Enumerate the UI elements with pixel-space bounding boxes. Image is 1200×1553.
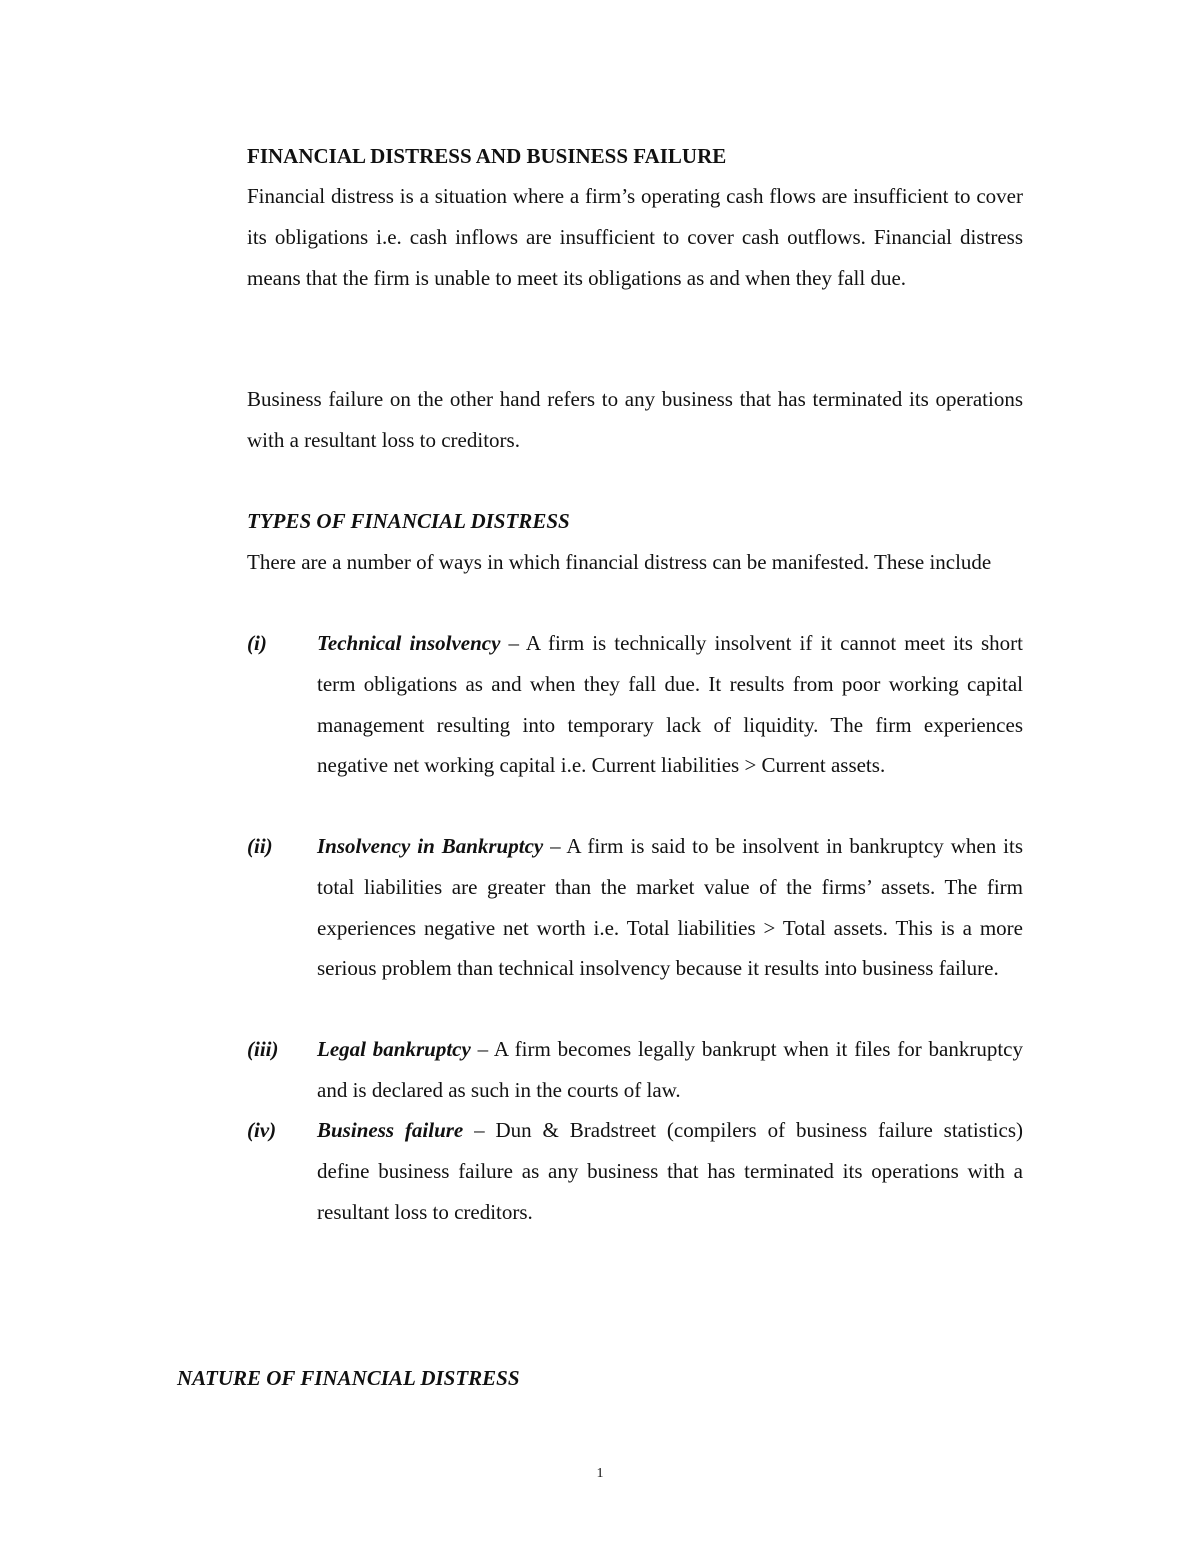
types-intro: There are a number of ways in which financial distress can be manifested. These include — [247, 550, 992, 574]
list-item-body — [317, 1110, 1023, 1232]
list-item-number: (ii) — [247, 834, 273, 858]
types-heading: TYPES OF FINANCIAL DISTRESS — [247, 509, 570, 533]
list-item-body — [317, 623, 1023, 786]
list-item-number: (iv) — [247, 1118, 277, 1142]
list-item-term: Technical insolvency — [317, 631, 501, 655]
list-item-term: Insolvency in Bankruptcy — [317, 834, 544, 858]
list-item-term: Legal bankruptcy — [317, 1037, 471, 1061]
list-item-text: – A firm is said to be insolvent in bankruptcy when its total liabilities are greater than the market value of the firms’ assets. The firm experiences negative net worth i.e. Total liabilities > Total assets. This is a more serious problem than technical insolvency because it results into business failure. — [317, 834, 1023, 981]
page-number: 1 — [596, 1466, 604, 1481]
nature-heading: NATURE OF FINANCIAL DISTRESS — [177, 1366, 520, 1390]
list-item-text: – A firm becomes legally bankrupt when it files for bankruptcy and is declared as such in the courts of law. — [317, 1037, 1023, 1102]
paragraph-business-failure: Business failure on the other hand refers to any business that has terminated its operations with a resultant loss to creditors. — [247, 387, 1023, 452]
list-item-number: (iii) — [247, 1037, 279, 1061]
document-title: FINANCIAL DISTRESS AND BUSINESS FAILURE — [247, 144, 727, 168]
list-item-body — [317, 1029, 1023, 1111]
list-item-text: – A firm is technically insolvent if it cannot meet its short term obligations as and when they fall due. It results from poor working capital management resulting into temporary lack of liquidity. The firm experiences negative net working capital i.e. Current liabilities > Current assets. — [317, 631, 1023, 778]
paragraph-financial-distress: Financial distress is a situation where a firm’s operating cash flows are insufficient to cover its obligations i.e. cash inflows are insufficient to cover cash outflows. Financial distress means that the firm is unable to meet its obligations as and when they fall due. — [247, 184, 1023, 290]
list-item-term: Business failure — [317, 1118, 464, 1142]
list-item-number: (i) — [247, 631, 267, 655]
list-item-text: – Dun & Bradstreet (compilers of business failure statistics) define business failure as any business that has terminated its operations with a resultant loss to creditors. — [317, 1118, 1023, 1224]
list-item-body — [317, 826, 1023, 989]
